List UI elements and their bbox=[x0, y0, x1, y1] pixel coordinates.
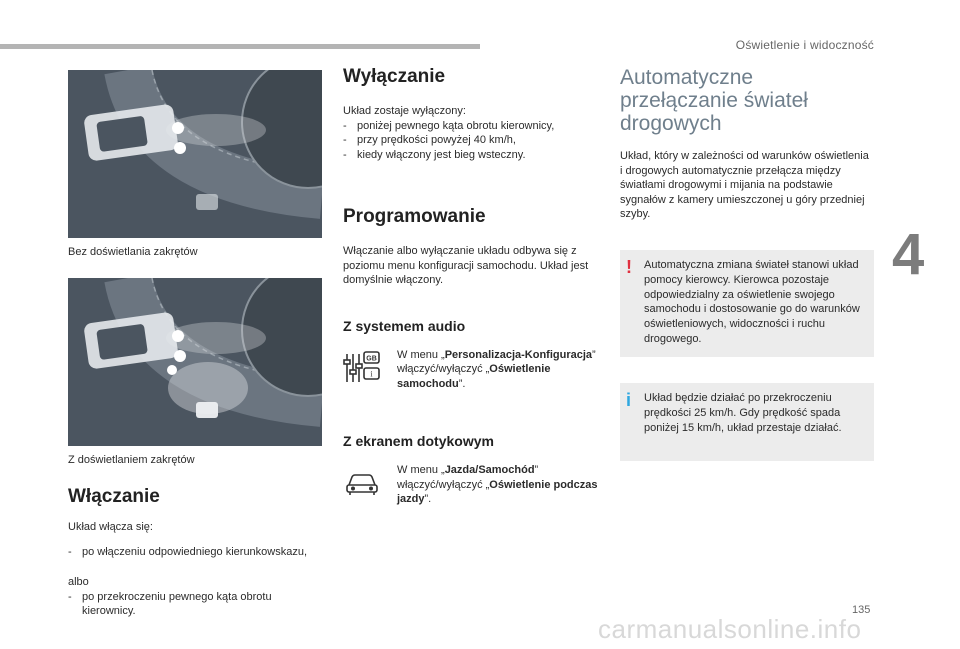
middle-column bbox=[343, 66, 608, 529]
touchscreen-menu-instruction: W menu „Jazda/Samochód” włączyć/wyłączyć „Oświetlenie podczas jazdy”. bbox=[397, 464, 598, 506]
activation-intro: Układ włącza się: bbox=[68, 521, 153, 533]
list-item: - po przekroczeniu pewnego kąta obrotu kierownicy. bbox=[68, 590, 324, 619]
illustration-without-cornering-light bbox=[68, 70, 322, 238]
svg-text:GB: GB bbox=[366, 355, 377, 363]
info-text: Układ będzie działać po przekroczeniu prędkości 25 km/h. Gdy prędkość spada poniżej 15 km/h, układ przestaje działać. bbox=[644, 391, 842, 434]
deactivation-list bbox=[343, 119, 608, 163]
activation-title: Włączanie bbox=[68, 486, 160, 507]
list-item: - po włączeniu odpowiedniego kierunkowskazu, bbox=[68, 545, 324, 560]
warning-text: Automatyczna zmiana świateł stanowi układ pomocy kierowcy. Kierowca pozostaje odpowiedzialny za oświetlenie swojego samochodu i dostosowanie go do warunków oświetleniowych, widoczności i ruchu drogowego. bbox=[644, 258, 860, 346]
section-title: Oświetlenie i widoczność bbox=[735, 38, 874, 52]
audio-system-title: Z systemem audio bbox=[343, 317, 466, 334]
header-bar bbox=[0, 44, 480, 49]
page-number: 135 bbox=[852, 604, 871, 616]
car-icon bbox=[343, 463, 381, 501]
right-column bbox=[620, 66, 874, 487]
settings-sliders-icon bbox=[343, 348, 381, 386]
info-notice bbox=[620, 383, 874, 462]
or-word: albo bbox=[68, 576, 89, 589]
watermark: carmanualsonline.info bbox=[598, 614, 862, 644]
list-item: - przy prędkości powyżej 40 km/h, bbox=[343, 133, 608, 148]
programming-title: Programowanie bbox=[343, 206, 486, 228]
list-item: - kiedy włączony jest bieg wsteczny. bbox=[343, 148, 608, 163]
audio-menu-row bbox=[343, 348, 608, 392]
illustration-with-cornering-light bbox=[68, 278, 322, 446]
left-column bbox=[68, 70, 324, 619]
image2-caption: Z doświetlaniem zakrętów bbox=[68, 454, 195, 466]
deactivation-title: Wyłączanie bbox=[343, 66, 446, 87]
auto-high-beam-title: Automatyczne przełączanie świateł drogowych bbox=[620, 66, 808, 136]
image1-caption: Bez doświetlania zakrętów bbox=[68, 246, 198, 258]
touchscreen-menu-row bbox=[343, 463, 608, 507]
activation-list-1 bbox=[68, 545, 324, 560]
warning-icon: ! bbox=[626, 256, 632, 277]
activation-list-2 bbox=[68, 590, 324, 619]
deactivation-intro: Układ zostaje wyłączony: bbox=[343, 105, 466, 117]
list-item: - poniżej pewnego kąta obrotu kierownicy, bbox=[343, 119, 608, 134]
chapter-number: 4 bbox=[892, 222, 925, 287]
touchscreen-title: Z ekranem dotykowym bbox=[343, 433, 494, 450]
svg-text:i: i bbox=[370, 369, 373, 379]
warning-notice bbox=[620, 250, 874, 357]
info-icon: i bbox=[626, 389, 632, 410]
auto-high-beam-intro: Układ, który w zależności od warunków oświetlenia i drogowych automatycznie przełącza między światłami drogowymi i mijania na podstawie sygnałów z kamery umieszczonej u góry przedniej szyby. bbox=[620, 150, 869, 221]
audio-menu-instruction: W menu „Personalizacja-Konfiguracja” włączyć/wyłączyć „Oświetlenie samochodu”. bbox=[397, 348, 596, 390]
programming-text: Włączanie albo wyłączanie układu odbywa się z poziomu menu konfiguracji samochodu. Układ jest domyślnie włączony. bbox=[343, 245, 589, 287]
